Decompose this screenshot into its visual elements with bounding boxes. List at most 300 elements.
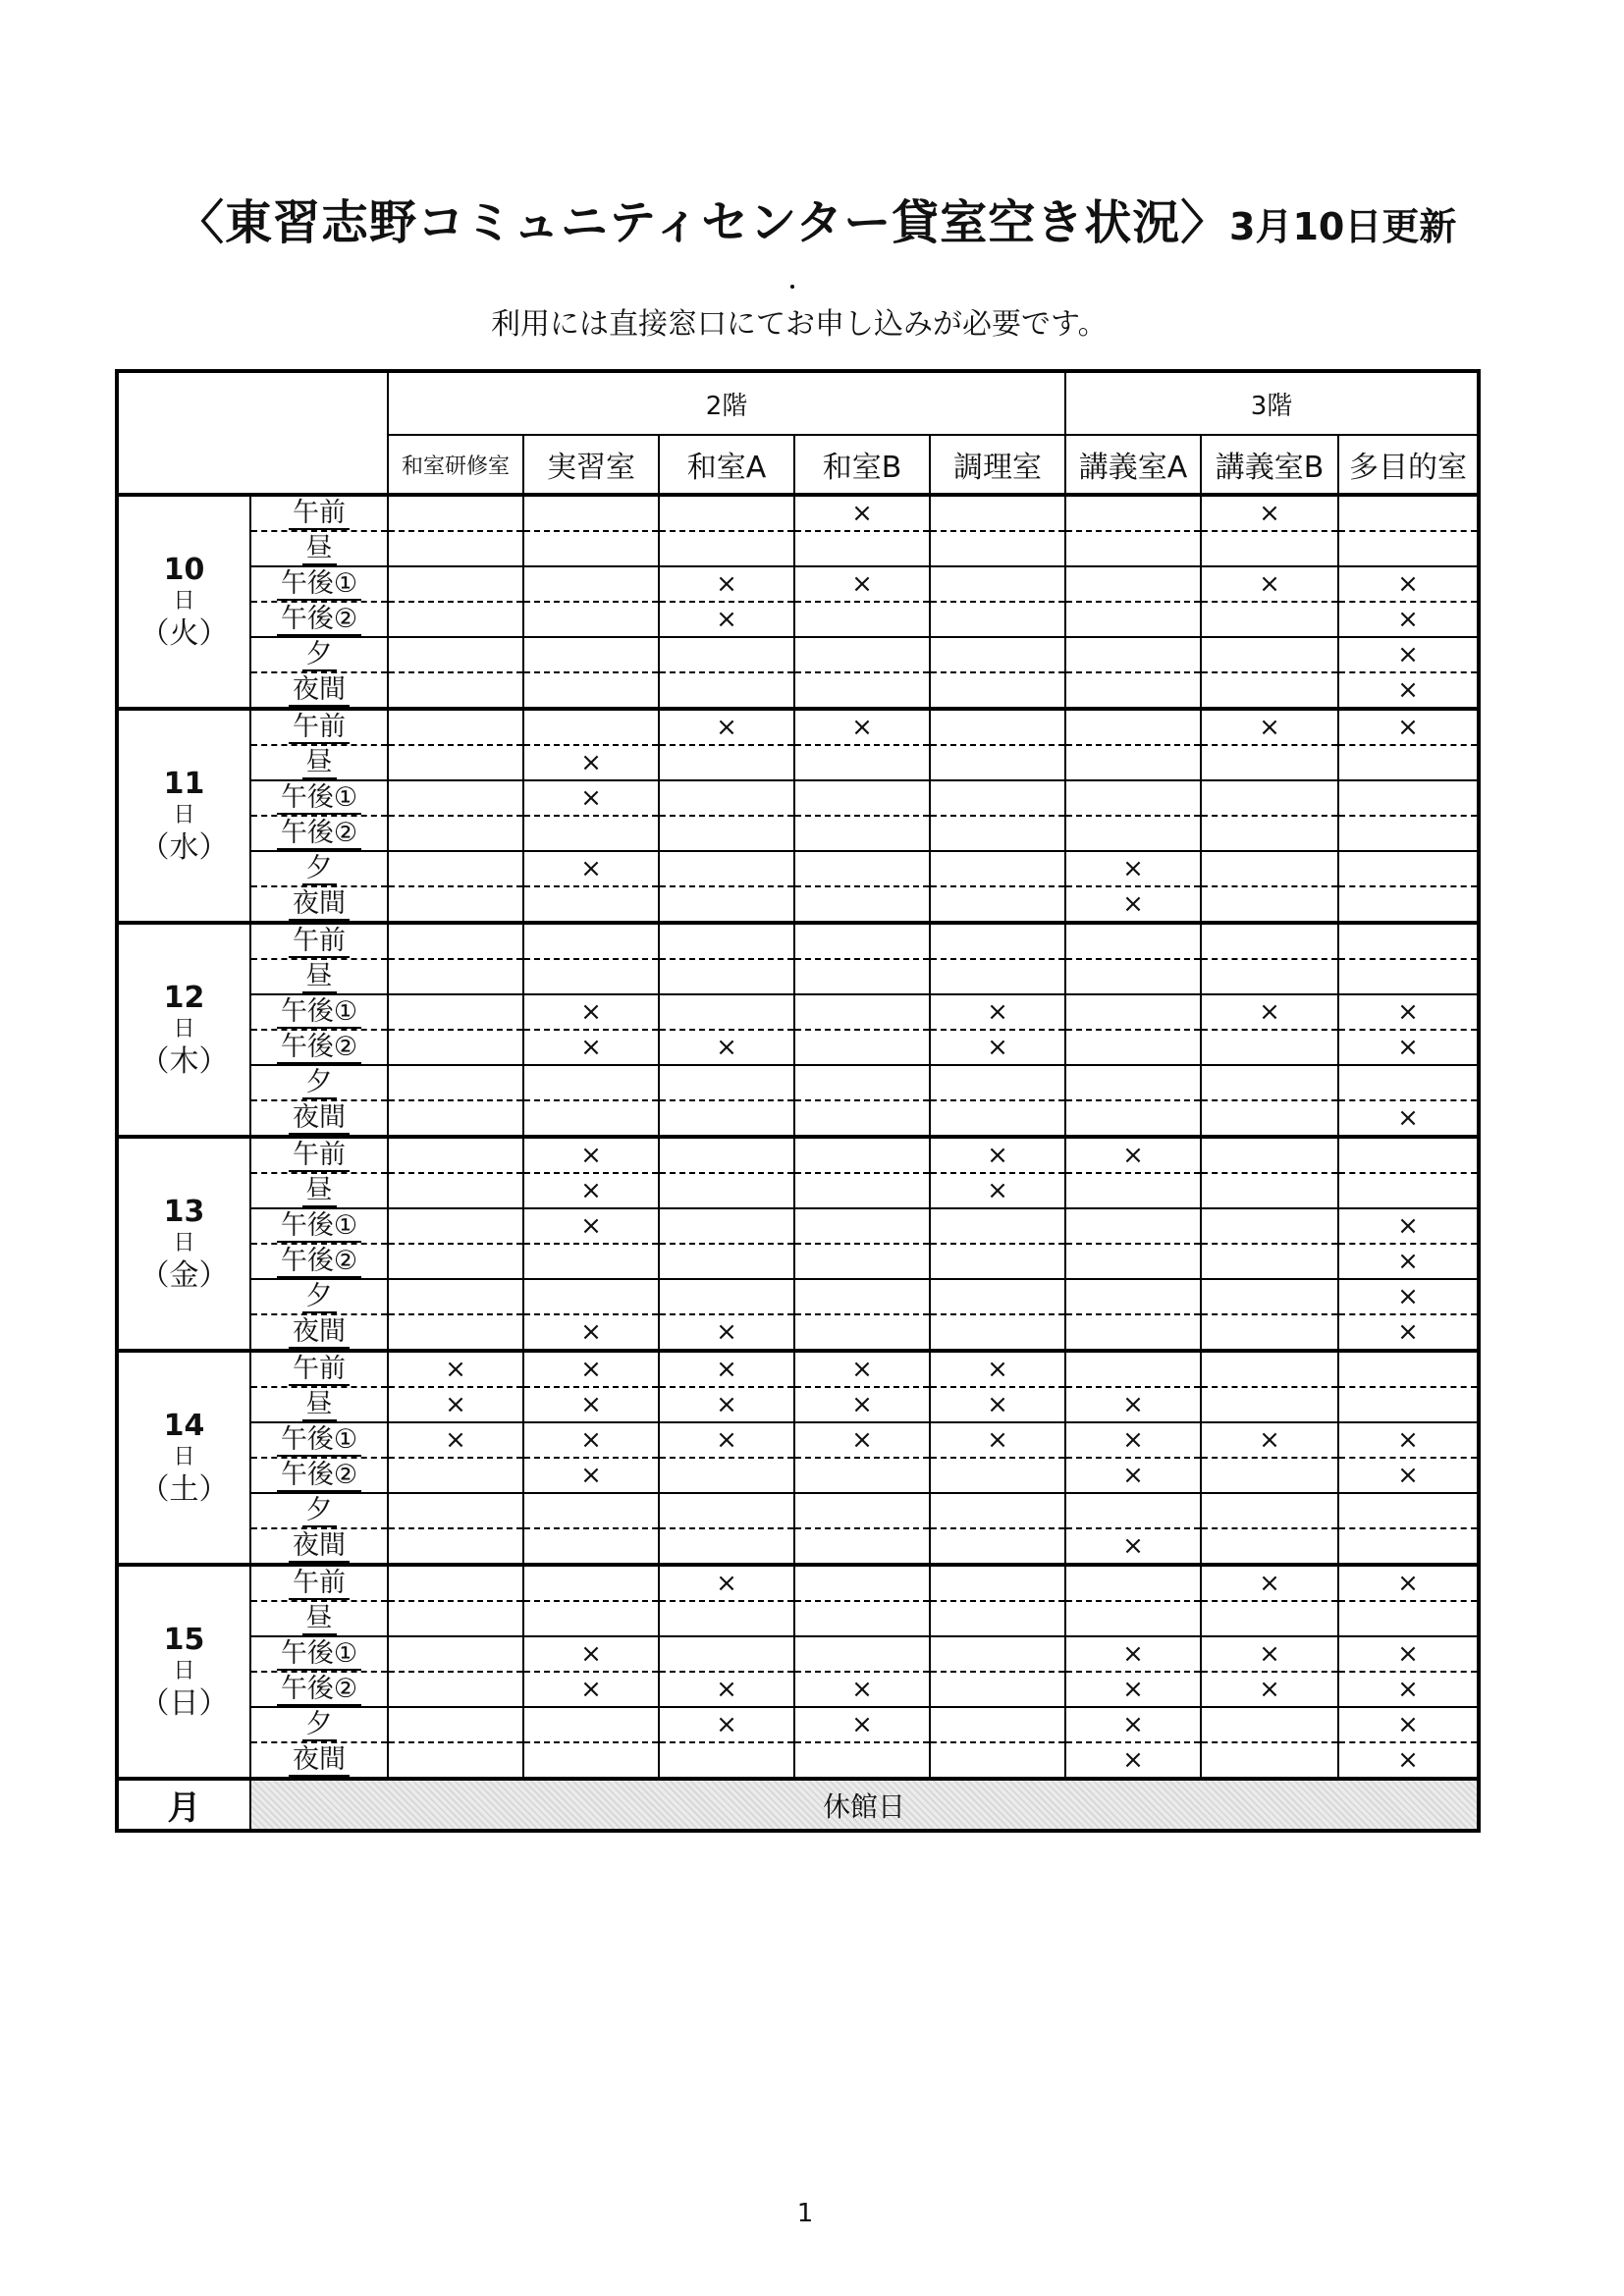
time-slot-label bbox=[250, 495, 388, 531]
time-slot-label bbox=[250, 816, 388, 851]
floor-2-header: 2階 bbox=[388, 371, 1065, 435]
availability-cell bbox=[523, 1742, 659, 1779]
day-label bbox=[117, 1351, 250, 1565]
table-row bbox=[117, 1137, 1479, 1173]
availability-cell bbox=[930, 1458, 1065, 1493]
availability-cell bbox=[1338, 1565, 1479, 1601]
booked-mark: × bbox=[1397, 1569, 1419, 1598]
booked-mark: × bbox=[1397, 1675, 1419, 1704]
availability-cell bbox=[388, 1565, 523, 1601]
availability-cell bbox=[794, 672, 930, 709]
availability-cell bbox=[1338, 1065, 1479, 1100]
availability-cell bbox=[388, 1636, 523, 1672]
table-row bbox=[117, 1493, 1479, 1528]
availability-cell bbox=[388, 923, 523, 959]
availability-cell bbox=[1201, 1601, 1338, 1636]
day-label bbox=[117, 1565, 250, 1779]
availability-cell bbox=[930, 923, 1065, 959]
booked-mark: × bbox=[580, 997, 602, 1027]
availability-cell bbox=[1338, 780, 1479, 816]
availability-cell bbox=[1065, 1244, 1201, 1279]
table-row bbox=[117, 994, 1479, 1030]
availability-cell bbox=[523, 709, 659, 745]
booked-mark: × bbox=[851, 713, 873, 742]
availability-cell bbox=[930, 1636, 1065, 1672]
stray-dot bbox=[790, 285, 794, 289]
availability-cell bbox=[1065, 1565, 1201, 1601]
availability-cell bbox=[388, 1493, 523, 1528]
availability-cell bbox=[794, 637, 930, 672]
availability-cell bbox=[659, 959, 794, 994]
room-header: 調理室 bbox=[930, 435, 1065, 495]
booked-mark: × bbox=[716, 605, 737, 634]
booked-mark: × bbox=[851, 1675, 873, 1704]
availability-cell bbox=[1338, 1173, 1479, 1208]
time-slot-text: 夜間 bbox=[289, 674, 350, 707]
availability-cell bbox=[930, 566, 1065, 602]
availability-cell bbox=[1201, 1528, 1338, 1565]
booked-mark: × bbox=[716, 1710, 737, 1739]
availability-cell bbox=[659, 1707, 794, 1742]
availability-cell bbox=[930, 672, 1065, 709]
booked-mark: × bbox=[580, 1675, 602, 1704]
day-suffix: 日 bbox=[173, 589, 195, 614]
availability-cell bbox=[794, 1636, 930, 1672]
availability-cell bbox=[794, 709, 930, 745]
booked-mark: × bbox=[1397, 1639, 1419, 1669]
availability-cell bbox=[930, 637, 1065, 672]
availability-cell bbox=[659, 1244, 794, 1279]
availability-cell bbox=[388, 1065, 523, 1100]
availability-cell bbox=[523, 1100, 659, 1137]
floor-3-header: 3階 bbox=[1065, 371, 1479, 435]
availability-cell bbox=[523, 994, 659, 1030]
availability-cell bbox=[1065, 1065, 1201, 1100]
table-row bbox=[117, 531, 1479, 566]
availability-cell bbox=[794, 1065, 930, 1100]
availability-cell bbox=[523, 1065, 659, 1100]
booked-mark: × bbox=[987, 1141, 1008, 1170]
booked-mark: × bbox=[1259, 997, 1280, 1027]
booked-mark: × bbox=[1259, 1639, 1280, 1669]
availability-cell bbox=[659, 1387, 794, 1422]
availability-cell bbox=[1065, 994, 1201, 1030]
booked-mark: × bbox=[851, 499, 873, 528]
room-header: 和室研修室 bbox=[388, 435, 523, 495]
availability-table bbox=[115, 369, 1481, 1833]
booked-mark: × bbox=[1122, 1639, 1144, 1669]
time-slot-label bbox=[250, 1742, 388, 1779]
availability-cell bbox=[930, 495, 1065, 531]
availability-cell bbox=[388, 1279, 523, 1314]
availability-cell bbox=[794, 1528, 930, 1565]
availability-cell bbox=[1201, 816, 1338, 851]
availability-cell bbox=[794, 531, 930, 566]
availability-cell bbox=[659, 1636, 794, 1672]
day-label bbox=[117, 709, 250, 923]
availability-cell bbox=[1201, 1137, 1338, 1173]
table-row bbox=[117, 1173, 1479, 1208]
availability-cell bbox=[659, 672, 794, 709]
time-slot-label bbox=[250, 1565, 388, 1601]
availability-cell bbox=[1338, 1208, 1479, 1244]
booked-mark: × bbox=[580, 748, 602, 777]
availability-cell bbox=[1338, 1387, 1479, 1422]
booked-mark: × bbox=[580, 783, 602, 813]
booked-mark: × bbox=[580, 1355, 602, 1384]
availability-cell bbox=[930, 780, 1065, 816]
availability-cell bbox=[523, 1672, 659, 1707]
availability-cell bbox=[388, 672, 523, 709]
time-slot-text: 夜間 bbox=[289, 1102, 350, 1135]
time-slot-label bbox=[250, 1351, 388, 1387]
table-row bbox=[117, 1601, 1479, 1636]
time-slot-text: 夕 bbox=[302, 1281, 337, 1313]
time-slot-label bbox=[250, 1707, 388, 1742]
availability-cell bbox=[930, 1707, 1065, 1742]
table-row bbox=[117, 1279, 1479, 1314]
availability-cell bbox=[1338, 1672, 1479, 1707]
day-number: 12 bbox=[163, 980, 205, 1015]
availability-cell bbox=[1065, 923, 1201, 959]
table-row bbox=[117, 602, 1479, 637]
availability-cell bbox=[659, 709, 794, 745]
booked-mark: × bbox=[716, 1317, 737, 1347]
availability-cell bbox=[388, 1601, 523, 1636]
availability-cell bbox=[1201, 709, 1338, 745]
availability-cell bbox=[523, 531, 659, 566]
availability-cell bbox=[523, 1387, 659, 1422]
availability-cell bbox=[1065, 637, 1201, 672]
booked-mark: × bbox=[1259, 1425, 1280, 1455]
booked-mark: × bbox=[445, 1425, 466, 1455]
availability-cell bbox=[1338, 1100, 1479, 1137]
closed-day-label: 月 bbox=[117, 1779, 250, 1831]
availability-cell bbox=[1201, 672, 1338, 709]
availability-cell bbox=[388, 1030, 523, 1065]
time-slot-label bbox=[250, 923, 388, 959]
availability-cell bbox=[1065, 1707, 1201, 1742]
availability-cell bbox=[659, 1030, 794, 1065]
availability-cell bbox=[523, 745, 659, 780]
time-slot-label bbox=[250, 672, 388, 709]
availability-cell bbox=[1201, 851, 1338, 886]
booked-mark: × bbox=[1259, 713, 1280, 742]
time-slot-label bbox=[250, 994, 388, 1030]
availability-cell bbox=[1338, 1458, 1479, 1493]
updated-date: 3月10日更新 bbox=[1229, 205, 1457, 248]
availability-cell bbox=[1201, 1351, 1338, 1387]
time-slot-text: 午後① bbox=[277, 1424, 361, 1457]
time-slot-label bbox=[250, 1387, 388, 1422]
availability-cell bbox=[930, 851, 1065, 886]
availability-cell bbox=[659, 745, 794, 780]
weekday: （水） bbox=[139, 829, 229, 865]
time-slot-label bbox=[250, 1422, 388, 1458]
availability-cell bbox=[1201, 959, 1338, 994]
table-row bbox=[117, 923, 1479, 959]
availability-cell bbox=[794, 1742, 930, 1779]
availability-cell bbox=[1201, 1636, 1338, 1672]
availability-cell bbox=[523, 1707, 659, 1742]
time-slot-text: 午後① bbox=[277, 1210, 361, 1243]
availability-cell bbox=[388, 1387, 523, 1422]
availability-cell bbox=[1065, 1137, 1201, 1173]
time-slot-label bbox=[250, 1208, 388, 1244]
booked-mark: × bbox=[716, 1675, 737, 1704]
table-row bbox=[117, 1528, 1479, 1565]
day-number: 14 bbox=[163, 1408, 205, 1443]
availability-cell bbox=[930, 1137, 1065, 1173]
availability-cell bbox=[388, 1458, 523, 1493]
booked-mark: × bbox=[851, 1710, 873, 1739]
time-slot-text: 昼 bbox=[302, 1603, 337, 1635]
availability-cell bbox=[794, 1208, 930, 1244]
availability-cell bbox=[1338, 886, 1479, 923]
booked-mark: × bbox=[1122, 1461, 1144, 1490]
availability-cell bbox=[1338, 745, 1479, 780]
availability-cell bbox=[794, 1100, 930, 1137]
availability-cell bbox=[1338, 531, 1479, 566]
time-slot-label bbox=[250, 1244, 388, 1279]
availability-cell bbox=[930, 1173, 1065, 1208]
availability-cell bbox=[1201, 1208, 1338, 1244]
availability-cell bbox=[523, 1493, 659, 1528]
availability-cell bbox=[794, 886, 930, 923]
availability-cell bbox=[1338, 672, 1479, 709]
availability-cell bbox=[1338, 495, 1479, 531]
availability-cell bbox=[388, 637, 523, 672]
availability-cell bbox=[1201, 1100, 1338, 1137]
availability-cell bbox=[388, 1351, 523, 1387]
availability-cell bbox=[1201, 1493, 1338, 1528]
booked-mark: × bbox=[580, 1425, 602, 1455]
time-slot-label bbox=[250, 709, 388, 745]
day-label bbox=[117, 495, 250, 709]
availability-cell bbox=[1201, 566, 1338, 602]
availability-cell bbox=[1201, 1387, 1338, 1422]
time-slot-text: 夕 bbox=[302, 639, 337, 671]
booked-mark: × bbox=[1122, 1141, 1144, 1170]
availability-cell bbox=[794, 1458, 930, 1493]
booked-mark: × bbox=[1122, 1745, 1144, 1775]
availability-cell bbox=[659, 780, 794, 816]
availability-cell bbox=[523, 923, 659, 959]
availability-cell bbox=[523, 1422, 659, 1458]
booked-mark: × bbox=[1397, 675, 1419, 705]
availability-cell bbox=[794, 1279, 930, 1314]
table-row bbox=[117, 495, 1479, 531]
availability-cell bbox=[1201, 1565, 1338, 1601]
availability-cell bbox=[1201, 923, 1338, 959]
availability-cell bbox=[523, 1601, 659, 1636]
table-row bbox=[117, 1100, 1479, 1137]
availability-cell bbox=[659, 1065, 794, 1100]
availability-cell bbox=[794, 1422, 930, 1458]
booked-mark: × bbox=[987, 1033, 1008, 1062]
time-slot-text: 昼 bbox=[302, 1389, 337, 1421]
booked-mark: × bbox=[987, 997, 1008, 1027]
availability-cell bbox=[659, 1100, 794, 1137]
time-slot-text: 午前 bbox=[289, 498, 350, 530]
booked-mark: × bbox=[716, 569, 737, 599]
time-slot-label bbox=[250, 1493, 388, 1528]
availability-cell bbox=[794, 959, 930, 994]
booked-mark: × bbox=[580, 1141, 602, 1170]
availability-cell bbox=[388, 1100, 523, 1137]
availability-cell bbox=[659, 1137, 794, 1173]
booked-mark: × bbox=[1122, 1710, 1144, 1739]
availability-cell bbox=[794, 1351, 930, 1387]
availability-cell bbox=[1065, 1493, 1201, 1528]
time-slot-label bbox=[250, 851, 388, 886]
availability-cell bbox=[659, 637, 794, 672]
availability-cell bbox=[1338, 602, 1479, 637]
time-slot-text: 午後② bbox=[277, 604, 361, 636]
availability-cell bbox=[388, 495, 523, 531]
booked-mark: × bbox=[1397, 997, 1419, 1027]
availability-cell bbox=[1065, 1422, 1201, 1458]
booked-mark: × bbox=[1397, 1103, 1419, 1133]
table-row bbox=[117, 1387, 1479, 1422]
availability-cell bbox=[659, 531, 794, 566]
booked-mark: × bbox=[1397, 1745, 1419, 1775]
availability-cell bbox=[930, 1422, 1065, 1458]
availability-cell bbox=[1065, 816, 1201, 851]
availability-cell bbox=[523, 602, 659, 637]
availability-cell bbox=[523, 637, 659, 672]
time-slot-text: 午前 bbox=[289, 1568, 350, 1600]
availability-cell bbox=[388, 851, 523, 886]
availability-cell bbox=[1201, 1458, 1338, 1493]
availability-cell bbox=[930, 994, 1065, 1030]
availability-cell bbox=[1338, 1528, 1479, 1565]
booking-note: 利用には直接窓口にてお申し込みが必要です。 bbox=[491, 307, 1108, 342]
availability-cell bbox=[388, 994, 523, 1030]
availability-cell bbox=[388, 531, 523, 566]
weekday: （木） bbox=[139, 1043, 229, 1079]
booked-mark: × bbox=[1397, 1211, 1419, 1241]
availability-cell bbox=[1201, 1422, 1338, 1458]
booked-mark: × bbox=[1122, 889, 1144, 919]
booked-mark: × bbox=[1397, 1247, 1419, 1276]
availability-cell bbox=[794, 994, 930, 1030]
booked-mark: × bbox=[851, 1425, 873, 1455]
booked-mark: × bbox=[580, 1317, 602, 1347]
booked-mark: × bbox=[1397, 569, 1419, 599]
availability-cell bbox=[388, 1422, 523, 1458]
booked-mark: × bbox=[851, 1355, 873, 1384]
availability-cell bbox=[659, 566, 794, 602]
weekday: （金） bbox=[139, 1257, 229, 1293]
availability-cell bbox=[523, 816, 659, 851]
availability-cell bbox=[930, 959, 1065, 994]
availability-cell bbox=[1338, 1244, 1479, 1279]
booked-mark: × bbox=[580, 1176, 602, 1205]
booked-mark: × bbox=[716, 1569, 737, 1598]
availability-cell bbox=[1338, 1742, 1479, 1779]
time-slot-text: 午後② bbox=[277, 818, 361, 850]
time-slot-label bbox=[250, 780, 388, 816]
table-row bbox=[117, 1065, 1479, 1100]
availability-cell bbox=[659, 994, 794, 1030]
availability-cell bbox=[1338, 1493, 1479, 1528]
availability-cell bbox=[1065, 1351, 1201, 1387]
booked-mark: × bbox=[580, 1211, 602, 1241]
booked-mark: × bbox=[987, 1176, 1008, 1205]
day-suffix: 日 bbox=[173, 1445, 195, 1470]
booked-mark: × bbox=[580, 1390, 602, 1419]
booked-mark: × bbox=[1397, 1282, 1419, 1311]
availability-cell bbox=[1201, 1707, 1338, 1742]
table-row bbox=[117, 1422, 1479, 1458]
availability-cell bbox=[1201, 637, 1338, 672]
availability-cell bbox=[1065, 1458, 1201, 1493]
schedule-body bbox=[117, 495, 1479, 1779]
availability-cell bbox=[930, 886, 1065, 923]
table-row bbox=[117, 1208, 1479, 1244]
table-row bbox=[117, 745, 1479, 780]
availability-cell bbox=[930, 1565, 1065, 1601]
availability-cell bbox=[930, 709, 1065, 745]
availability-cell bbox=[523, 1314, 659, 1351]
booked-mark: × bbox=[1259, 569, 1280, 599]
availability-cell bbox=[388, 1314, 523, 1351]
table-row bbox=[117, 566, 1479, 602]
table-row bbox=[117, 1314, 1479, 1351]
availability-cell bbox=[794, 923, 930, 959]
availability-cell bbox=[930, 1742, 1065, 1779]
booked-mark: × bbox=[1122, 1531, 1144, 1561]
booked-mark: × bbox=[716, 1425, 737, 1455]
availability-cell bbox=[659, 602, 794, 637]
page-number: 1 bbox=[796, 2199, 814, 2228]
availability-cell bbox=[930, 1672, 1065, 1707]
closed-notice: 休館日 bbox=[250, 1779, 1479, 1831]
availability-cell bbox=[523, 495, 659, 531]
day-suffix: 日 bbox=[173, 1017, 195, 1042]
booked-mark: × bbox=[1397, 713, 1419, 742]
availability-cell bbox=[388, 566, 523, 602]
availability-cell bbox=[1065, 780, 1201, 816]
booked-mark: × bbox=[1397, 1425, 1419, 1455]
availability-cell bbox=[388, 1244, 523, 1279]
availability-cell bbox=[1201, 1173, 1338, 1208]
availability-cell bbox=[388, 1528, 523, 1565]
time-slot-text: 午後① bbox=[277, 782, 361, 815]
availability-cell bbox=[1065, 1314, 1201, 1351]
table-row bbox=[117, 1742, 1479, 1779]
availability-cell bbox=[1065, 1742, 1201, 1779]
table-row bbox=[117, 780, 1479, 816]
table-row bbox=[117, 886, 1479, 923]
time-slot-text: 午前 bbox=[289, 1354, 350, 1386]
day-number: 11 bbox=[163, 766, 205, 801]
booked-mark: × bbox=[580, 1639, 602, 1669]
time-slot-text: 午前 bbox=[289, 712, 350, 744]
table-row bbox=[117, 1351, 1479, 1387]
day-suffix: 日 bbox=[173, 1659, 195, 1684]
booked-mark: × bbox=[716, 1390, 737, 1419]
availability-cell bbox=[1065, 1030, 1201, 1065]
booked-mark: × bbox=[1397, 605, 1419, 634]
availability-cell bbox=[523, 1208, 659, 1244]
availability-cell bbox=[1338, 1279, 1479, 1314]
room-header: 多目的室 bbox=[1338, 435, 1479, 495]
availability-cell bbox=[1338, 1636, 1479, 1672]
table-row bbox=[117, 637, 1479, 672]
availability-cell bbox=[1065, 886, 1201, 923]
